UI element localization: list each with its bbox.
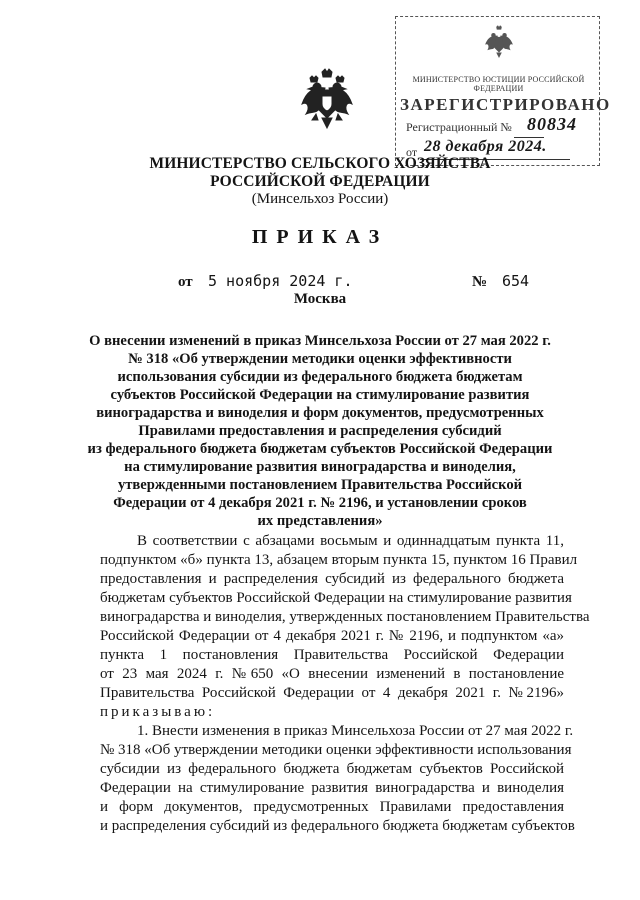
document-type: ПРИКАЗ xyxy=(251,226,389,248)
ministry-short-name: (Минсельхоз России) xyxy=(251,191,389,207)
title-line: их представления» xyxy=(257,513,383,529)
stamp-date-label: от xyxy=(406,145,418,159)
body-line: от 23 мая 2024 г. №650 «О внесении изменений в постановление xyxy=(100,666,564,682)
stamp-emblem-icon xyxy=(484,23,514,63)
document-number: 654 xyxy=(502,272,530,290)
document-date: 5 ноября 2024 г. xyxy=(208,272,353,290)
document-city: Москва xyxy=(293,291,347,307)
body-line: Правительства Российской Федерации от 4 декабря 2021 г. №2196» xyxy=(100,685,564,701)
stamp-registered-label: ЗАРЕГИСТРИРОВАНО xyxy=(400,95,611,114)
number-sign: № xyxy=(472,274,488,290)
stamp-reg-number-label: Регистрационный № xyxy=(406,120,512,134)
stamp-ministry-name: МИНИСТЕРСТВО ЮСТИЦИИ РОССИЙСКОЙ ФЕДЕРАЦИИ xyxy=(412,75,585,93)
title-line: из федерального бюджета бюджетам субъектов Российской Федерации xyxy=(87,441,553,457)
stamp-reg-number: 80834 xyxy=(527,114,577,134)
ministry-name-line2: РОССИЙСКОЙ ФЕДЕРАЦИИ xyxy=(210,173,430,190)
stamp-date: 28 декабря 2024. xyxy=(424,138,547,155)
body-line: № 318 «Об утверждении методики оценки эффективности использования xyxy=(100,742,572,758)
body-line: и форм документов, предусмотренных Правилами предоставления xyxy=(100,799,564,815)
registration-stamp xyxy=(395,16,611,166)
title-line: Правилами предоставления и распределения субсидий xyxy=(138,423,502,439)
date-prefix: от xyxy=(178,274,193,290)
title-line: на стимулирование развития виноградарства и виноделия, xyxy=(124,459,516,475)
title-line: субъектов Российской Федерации на стимулирование развития xyxy=(110,387,530,403)
body-line: подпунктом «б» пункта 13, абзацем вторым пункта 15, пунктом 16 Правил xyxy=(100,552,578,568)
body-line: виноградарства и виноделия, утвержденных постановлением Правительства xyxy=(100,609,590,625)
title-line: Федерации от 4 декабря 2021 г. № 2196, и установлении сроков xyxy=(113,495,527,511)
body-line: В соответствии с абзацами восьмым и одиннадцатым пункта 11, xyxy=(137,533,564,549)
state-emblem-icon xyxy=(300,68,354,134)
body-line: Федерации на стимулирование развития виноградарства и виноделия xyxy=(100,780,564,796)
body-line: и распределения субсидий из федерального бюджета бюджетам субъектов xyxy=(100,818,575,834)
body-line: бюджетам субъектов Российской Федерации на стимулирование развития xyxy=(100,590,572,606)
body-line: Российской Федерации от 4 декабря 2021 г. № 2196, и подпунктом «а» xyxy=(100,628,564,644)
title-line: виноградарства и виноделия и форм документов, предусмотренных xyxy=(96,405,544,421)
title-line: утвержденными постановлением Правительства Российской xyxy=(117,477,523,493)
body-line: предоставления и распределения субсидий из федерального бюджета xyxy=(100,571,564,587)
body-line: 1. Внести изменения в приказ Минсельхоза России от 27 мая 2022 г. xyxy=(137,723,574,739)
ministry-name-line1: МИНИСТЕРСТВО СЕЛЬСКОГО ХОЗЯЙСТВА xyxy=(149,155,491,172)
title-line: № 318 «Об утверждении методики оценки эффективности xyxy=(128,351,512,367)
body-line: субсидии из федерального бюджета бюджетам субъектов Российской xyxy=(100,761,564,777)
title-line: О внесении изменений в приказ Минсельхоза России от 27 мая 2022 г. xyxy=(89,333,551,349)
body-line: пункта 1 постановления Правительства Российской Федерации xyxy=(100,647,564,663)
body-line-decree: приказываю: xyxy=(100,704,216,720)
title-line: использования субсидии из федерального бюджета бюджетам xyxy=(117,369,523,385)
